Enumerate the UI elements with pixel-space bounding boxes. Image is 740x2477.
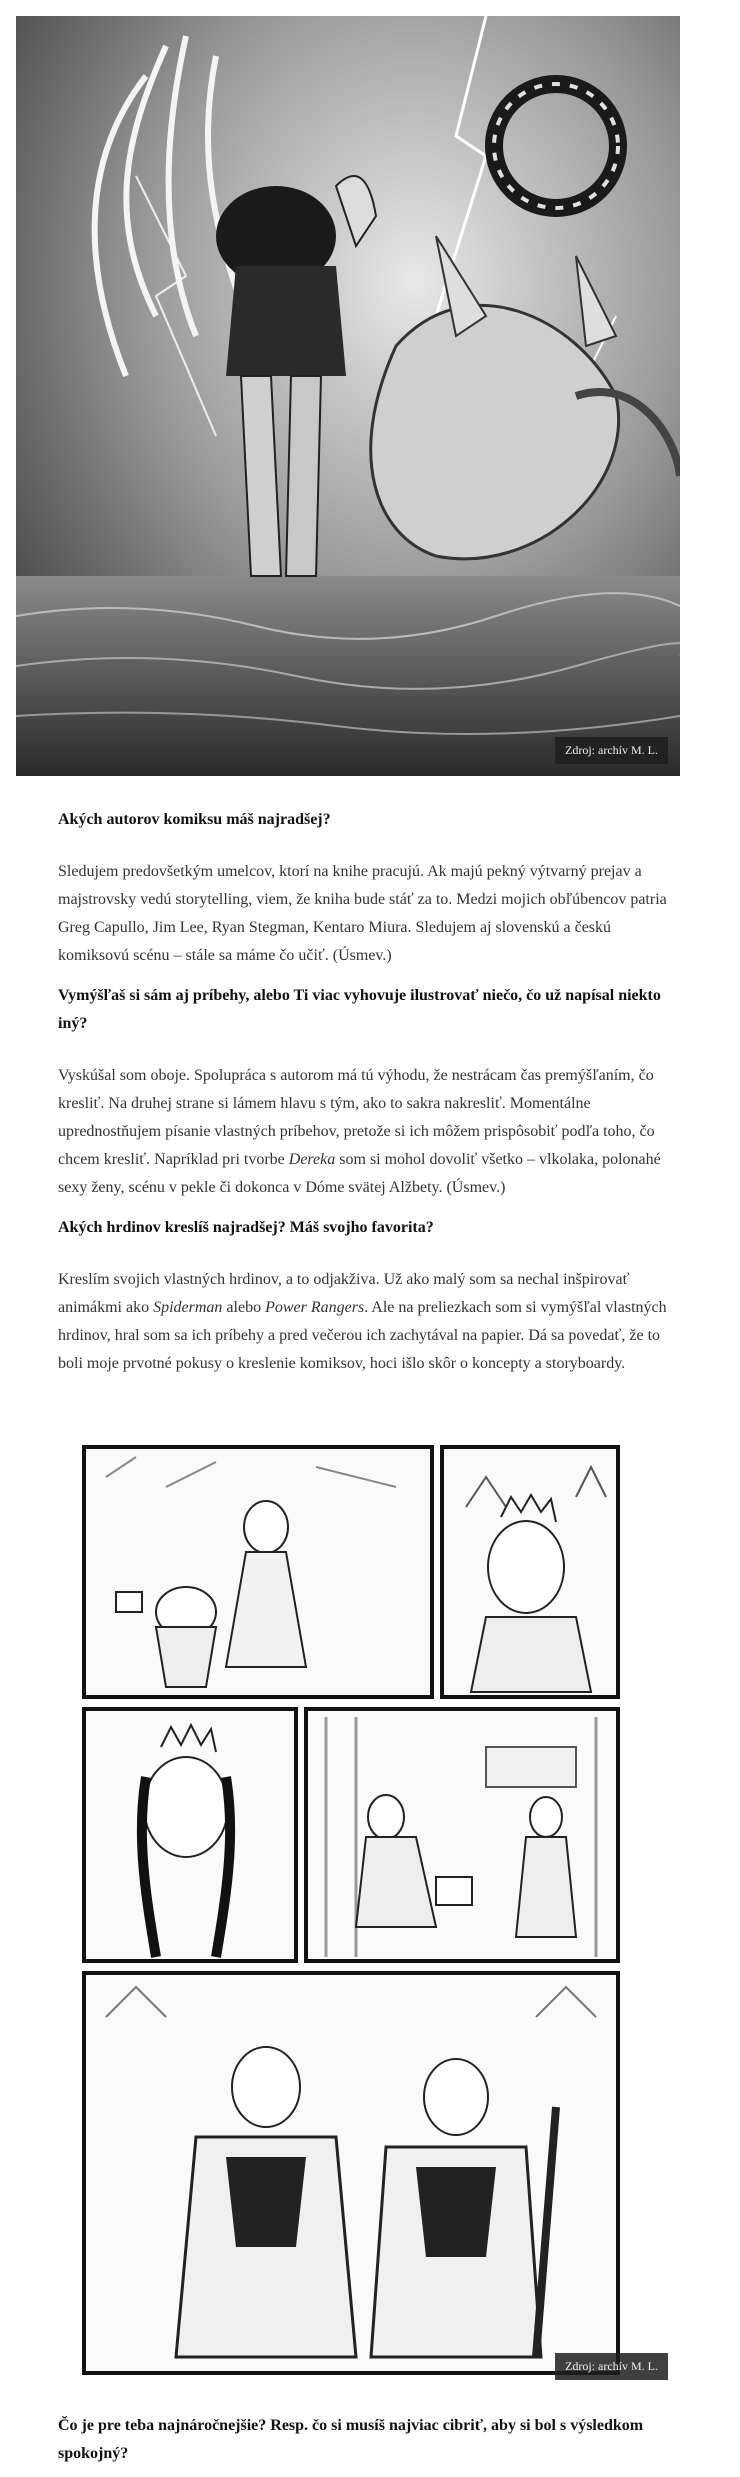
answer-paragraph	[58, 1062, 678, 1202]
comic-illustration-1	[16, 16, 680, 776]
comic-page-art-icon	[16, 1417, 680, 2392]
question-heading: Čo je pre teba najnáročnejšie? Resp. čo si musíš najviac cibriť, aby si bol s výsledkom spokojný?	[58, 2417, 644, 2462]
answer-text: alebo	[222, 1299, 266, 1316]
comic-illustration-2	[16, 1417, 680, 2392]
answer-emphasis: Power Rangers	[265, 1299, 365, 1316]
answer-text: som si mohol dovoliť všetko – vlkolaka, polonahé sexy ženy, scénu v pekle či dokonca v Dóme svätej Alžbety. (Úsmev.)	[58, 1151, 661, 1196]
answer-paragraph: Sledujem predovšetkým umelcov, ktorí na knihe pracujú. Ak majú pekný výtvarný prejav a majstrovsky vedú storytelling, viem, že kniha bude stáť za to. Medzi mojich obľúbencov patria Greg Capullo, Jim Lee, Ryan Stegman, Kentaro Miura. Sledujem aj slovenskú a českú komiksovú scénu – stále sa máme čo učiť. (Úsmev.)	[58, 863, 667, 964]
answer-text: . Ale na preliezkach som si vymýšľal vlastných hrdinov, hral som sa ich príbehy a pred večerou ich zachytával na papier. Dá sa povedať, že to boli moje prvotné pokusy o kreslenie komiksov, hoci išlo skôr o koncepty a storyboardy.	[58, 1299, 667, 1372]
answer-text: Kreslím svojich vlastných hrdinov, a to odjakživa. Už ako malý som sa nechal inšpirovať animákmi ako	[58, 1271, 630, 1316]
question-heading: Vymýšľaš si sám aj príbehy, alebo Ti viac vyhovuje ilustrovať niečo, čo už napísal niekto iný?	[58, 987, 661, 1032]
image-credit: Zdroj: archív M. L.	[555, 2353, 668, 2380]
question-heading: Akých hrdinov kreslíš najradšej? Máš svojho favorita?	[58, 1219, 434, 1236]
answer-paragraph	[58, 1266, 678, 1378]
question-heading: Akých autorov komiksu máš najradšej?	[58, 811, 331, 828]
answer-text: Vyskúšal som oboje. Spolupráca s autorom má tú výhodu, že nestrácam čas premýšľaním, čo kresliť. Na druhej strane si lámem hlavu s tým, ako to sakra nakresliť. Momentálne uprednostňujem písanie vlastných príbehov, pretože si ich môžem prispôsobiť podľa toho, čo chcem kresliť. Napríklad pri tvorbe	[58, 1067, 655, 1168]
answer-emphasis: Spiderman	[153, 1299, 223, 1316]
answer-emphasis: Dereka	[288, 1151, 336, 1168]
werewolf-fight-art-icon	[16, 16, 680, 776]
image-credit: Zdroj: archív M. L.	[555, 737, 668, 764]
